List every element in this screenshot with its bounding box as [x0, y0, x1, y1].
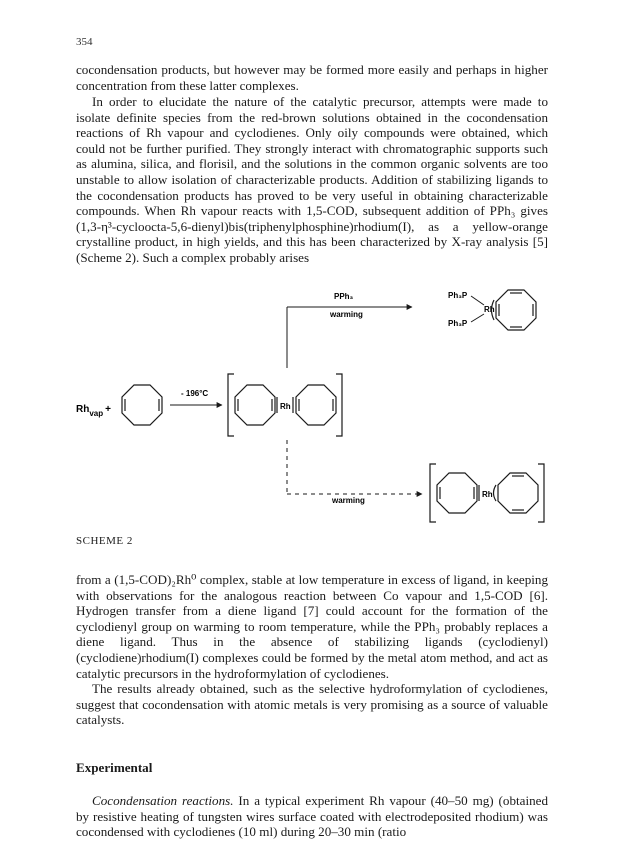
condition-temperature: - 196°C	[181, 389, 209, 398]
plus-sign: +	[105, 404, 111, 415]
reactant-rh-vapour	[76, 404, 111, 418]
product-1-cyclooctadienyl-ring	[492, 290, 537, 330]
product-pph3-lower: Ph₃P	[448, 319, 468, 328]
paragraph-4: The results already obtained, such as the selective hydroformylation of cyclodienes, suggest that cocondensation with atomic metals is very promising as a source of valuable catalysts.	[76, 681, 548, 728]
scheme-caption: SCHEME 2	[76, 535, 133, 547]
paragraph-2: In order to elucidate the nature of the catalytic precursor, attempts were made to isolate definite species from the red-brown solutions obtained in the cocondensation reactions of Rh vapour and cyclodienes. Only oily compounds were obtained, which could not be further purified. They strongly interact with chromatographic supports such as alumina, silica, and florisil, and the solutions in the common organic solvents are too unstable to allow isolation of characterizable products. Addition of stabilizing ligands to the cocondensation products has proved to be very useful in obtaining characterizable compounds. When Rh vapour reacts with 1,5-COD, subsequent addition of PPh₃ gives (1,3-η³-cycloocta-5,6-dienyl)bis(triphenylphosphine)rhodium(I), as a yellow-orange crystalline product, in high yields, and this has been characterized by X-ray analysis [5] (Scheme 2). Such a complex probably arises	[76, 94, 548, 265]
svg-text:Rhvap+	[76, 404, 111, 418]
bottom-branch-lines	[287, 440, 422, 494]
experimental-paragraph	[76, 793, 548, 840]
section-heading-experimental: Experimental	[76, 760, 153, 775]
product-2-rh-label: Rh	[482, 490, 493, 499]
product-pph3-upper: Ph₃P	[448, 291, 468, 300]
arrow-cocondensation	[170, 389, 222, 405]
reagent-pph3: PPh₃	[334, 292, 354, 301]
product-1-bonds	[471, 296, 484, 322]
intermediate-rh-label: Rh	[280, 402, 291, 411]
reactant-cod-ring	[122, 385, 162, 425]
paragraph-1: cocondensation products, but however may be formed more easily and perhaps in higher concentration from these latter complexes.	[76, 62, 548, 93]
experimental-text: In a typical experiment Rh vapour (40–50 mg) (obtained by resistive heating of tungsten wires surface coated with electrodeposited rhodium) was cocondensed with cyclodienes (10 ml) during 20–30 min (ratio	[76, 793, 548, 840]
page-number: 354	[76, 36, 93, 48]
condition-warming-bottom: warming	[332, 496, 365, 505]
paragraph-3: from a (1,5-COD)₂Rh⁰ complex, stable at low temperature in excess of ligand, in keeping with observations for the analogous reaction between Co vapour and 1,5-COD [6]. Hydrogen transfer from a diene ligand [7] could account for the formation of the cyclodienyl group on warming to room temperature, while the PPh₃ probably replaces a diene ligand. Thus in the absence of stabilizing ligands (cyclodienyl)(cyclodiene)rhodium(I) complexes could be formed by the metal atom method, and act as catalytic precursors in the hydroformylation of cyclodienes.	[76, 572, 548, 681]
rh-vap-subscript: vap	[89, 409, 104, 418]
run-in-heading: Cocondensation reactions.	[92, 793, 234, 808]
rh-vap-symbol: Rh	[76, 404, 90, 415]
condition-warming-top: warming	[330, 310, 363, 319]
product-rh-label: Rh	[484, 305, 495, 314]
